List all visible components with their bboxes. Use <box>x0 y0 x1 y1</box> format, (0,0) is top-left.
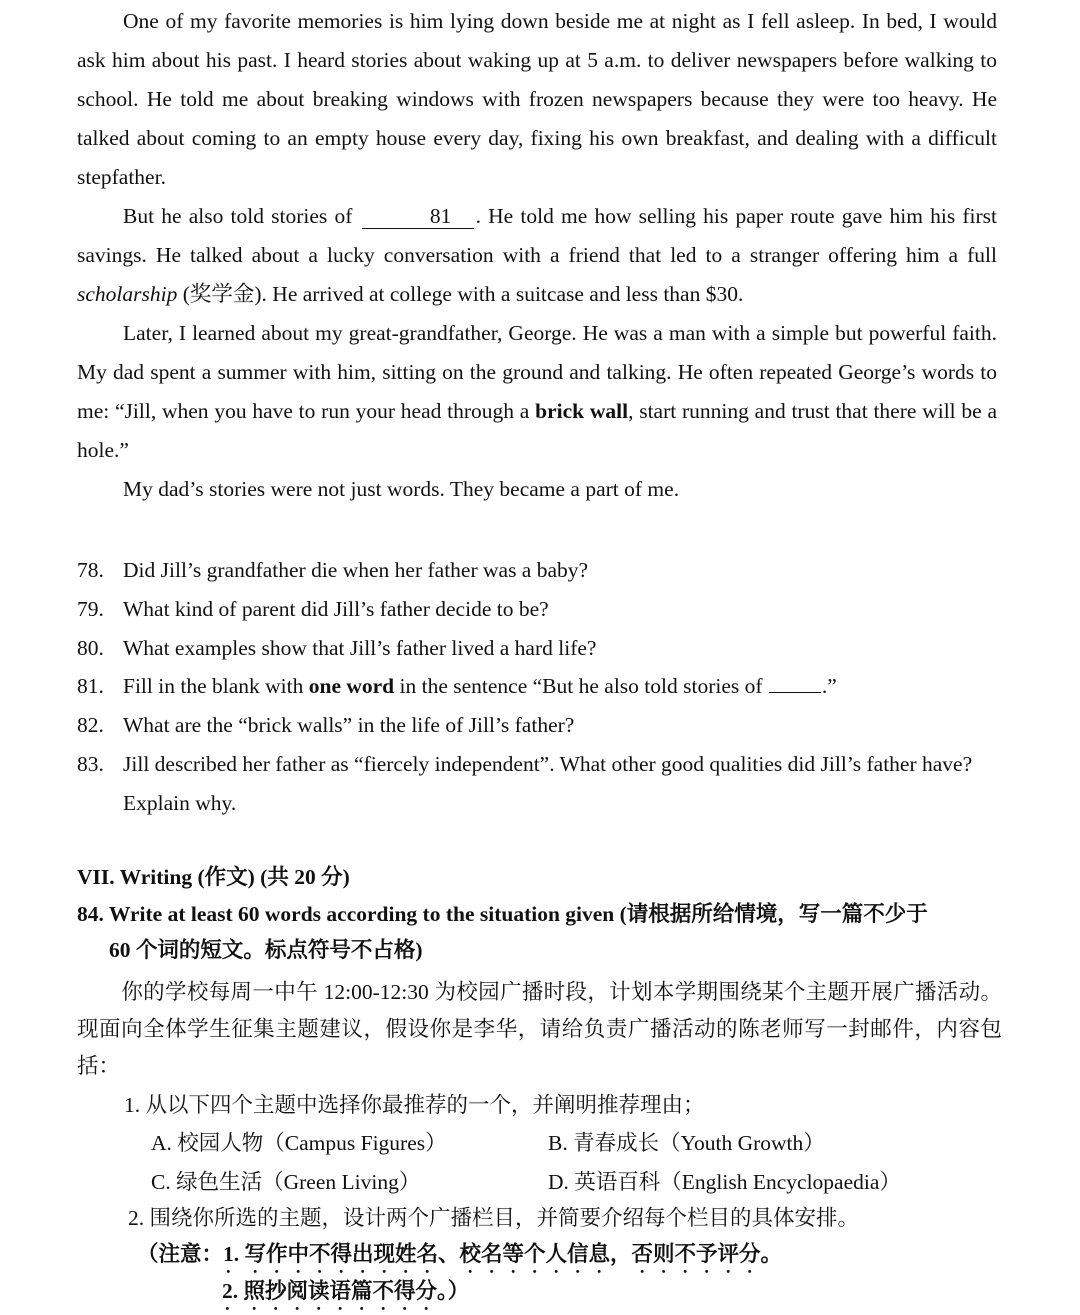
question-83 <box>77 745 999 823</box>
passage-paragraph-4: My dad’s stories were not just words. They became a part of me. <box>123 477 680 501</box>
question-80 <box>77 629 999 668</box>
passage-paragraph-2 <box>77 197 997 314</box>
scenario-text: 你的学校每周一中午 12:00-12:30 为校园广播时段，计划本学期围绕某个主题开展广播活动。现面向全体学生征集主题建议，假设你是李华，请给负责广播活动的陈老师写一封邮件，内容包括： <box>77 980 1002 1078</box>
question-text <box>123 667 999 706</box>
p2-text-c: (奖学金). He arrived at college with a suitcase and less than $30. <box>182 282 744 306</box>
question-number: 83. <box>77 751 104 776</box>
note-1-text: 1. 写作中不得出现姓名、校名等个人信息，否则不予评分。 <box>223 1242 783 1266</box>
option-b: B. 青春成长（Youth Growth） <box>548 1131 825 1155</box>
answer-blank <box>769 672 821 693</box>
question-81 <box>77 667 999 706</box>
option-d: D. 英语百科（English Encyclopaedia） <box>548 1170 901 1194</box>
option-c: C. 绿色生活（Green Living） <box>151 1170 421 1194</box>
note-1 <box>137 1236 782 1278</box>
note-suffix: ） <box>447 1279 470 1303</box>
reading-passage <box>77 2 997 509</box>
q81-text-a: Fill in the blank with <box>123 674 304 699</box>
question-text: What examples show that Jill’s father lived a hard life? <box>123 635 597 660</box>
requirement-1: 1. 从以下四个主题中选择你最推荐的一个，并阐明推荐理由； <box>124 1093 705 1117</box>
q81-bold: one word <box>308 674 395 699</box>
q81-text-b: in the sentence “But he also told stories of <box>399 674 763 699</box>
blank-81: 81 <box>362 204 474 229</box>
question-text: Jill described her father as “fiercely independent”. What other good qualities did Jill’s father have? Explain why. <box>123 751 973 815</box>
task-line-1: 84. Write at least 60 words according to the situation given (请根据所给情境，写一篇不少于 <box>77 902 928 926</box>
question-79 <box>77 590 999 629</box>
p2-text-b: . He told me how selling his paper route gave him his first savings. He talked about a lucky conversation with a friend that led to a stranger offering him a full <box>77 204 998 267</box>
passage-paragraph-1: One of my favorite memories is him lying down beside me at night as I fell asleep. In bed, I would ask him about his past. I heard stories about waking up at 5 a.m. to deliver newspapers before walking to school. He told me about breaking windows with frozen newspapers because they were too heavy. He talked about coming to an empty house every day, fixing his own breakfast, and dealing with a difficult stepfather. <box>77 9 997 189</box>
question-text: What are the “brick walls” in the life of Jill’s father? <box>123 713 575 738</box>
question-number: 80. <box>77 635 104 660</box>
question-text: Did Jill’s grandfather die when her father was a baby? <box>123 558 589 582</box>
topic-options <box>151 1124 951 1202</box>
p2-text-a: But he also told stories of <box>123 204 353 228</box>
question-82 <box>77 706 999 745</box>
note-2 <box>222 1273 469 1315</box>
option-a: A. 校园人物（Campus Figures） <box>151 1131 447 1155</box>
note-prefix: （注意： <box>137 1242 224 1266</box>
question-number: 81. <box>77 674 104 699</box>
passage-paragraph-3 <box>77 314 997 470</box>
options-row-2 <box>151 1163 951 1202</box>
writing-section-title: VII. Writing (作文) (共 20 分) <box>77 865 350 889</box>
writing-task-prompt <box>77 896 1002 968</box>
p3-bold-phrase: brick wall <box>535 399 629 423</box>
options-row-1 <box>151 1124 951 1163</box>
task-line-2: 60 个词的短文。标点符号不占格) <box>109 938 423 962</box>
question-list <box>77 551 999 823</box>
p2-italic-word: scholarship <box>77 282 178 306</box>
q81-text-c: .” <box>821 674 837 699</box>
question-number: 78. <box>77 558 104 582</box>
requirement-2: 2. 围绕你所选的主题，设计两个广播栏目，并简要介绍每个栏目的具体安排。 <box>128 1206 860 1230</box>
question-text: What kind of parent did Jill’s father decide to be? <box>123 596 549 621</box>
question-number: 79. <box>77 596 104 621</box>
p3-text-a: Later, I learned about my great-grandfather, George. He was a man with a simple but powerful faith. My dad spent a summer with him, sitting on the ground and talking. He often repeated George’s words to me: “Jill, when you have to run your head through a <box>77 321 997 423</box>
question-78 <box>77 551 999 590</box>
writing-scenario <box>77 974 1002 1085</box>
note-2-text: 2. 照抄阅读语篇不得分。 <box>222 1279 448 1303</box>
question-number: 82. <box>77 713 104 738</box>
p3-text-b: , start running and trust that there will be a hole.” <box>77 399 998 462</box>
